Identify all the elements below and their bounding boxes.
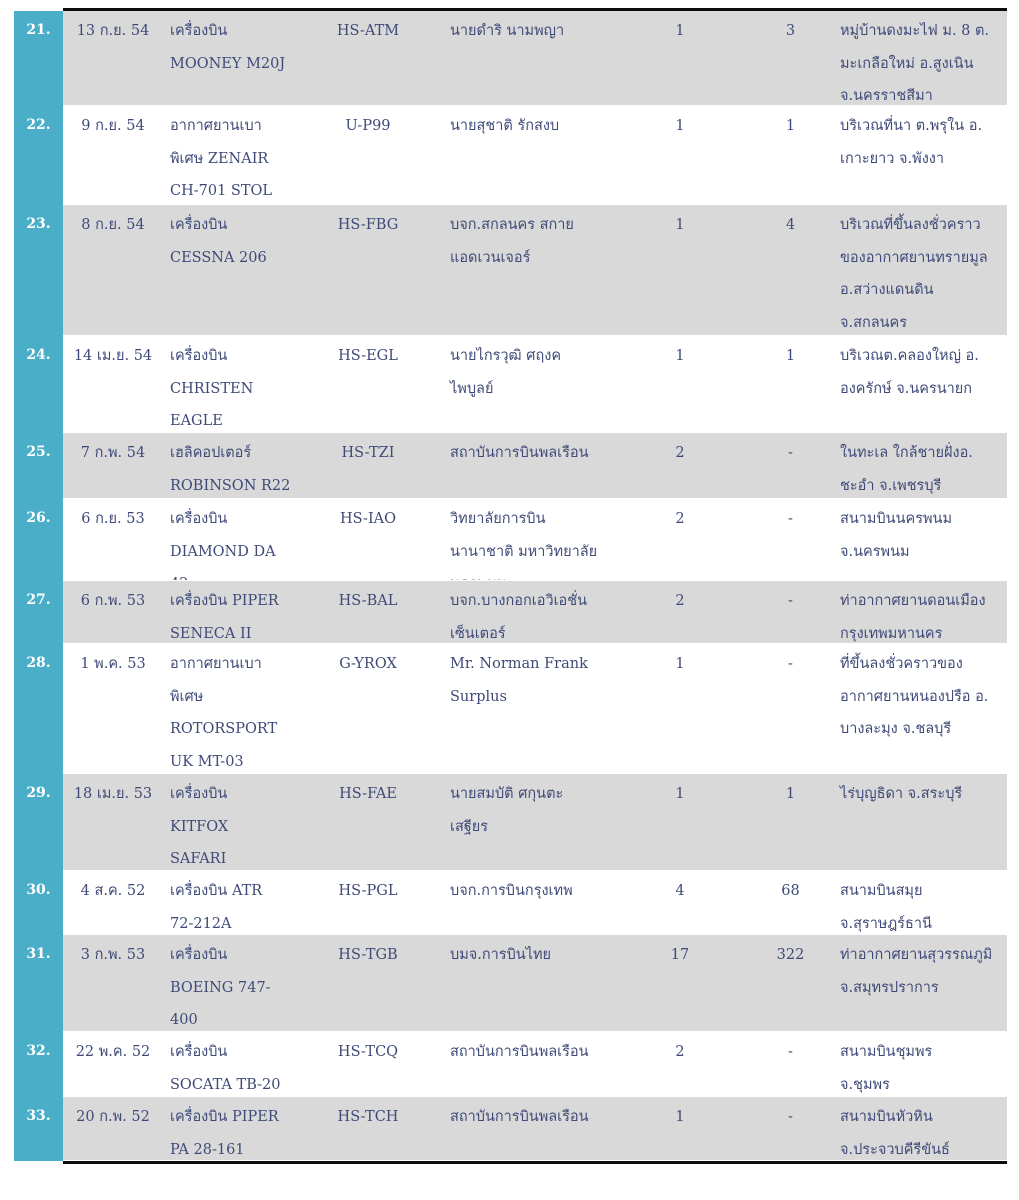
location-cell: ไร่บุญธิดา จ.สระบุรี: [840, 786, 963, 802]
row-cells: [63, 336, 1007, 433]
row-number: 33.: [14, 1097, 63, 1161]
row-cells: [63, 581, 1007, 644]
location-cell: สนามบินหัวหิน จ.ประจวบคีรีขันธ์: [840, 1109, 950, 1158]
location-cell: ท่าอากาศยานสุวรรณภูมิ จ.สมุทรปราการ: [840, 947, 993, 996]
row-number: 30.: [14, 871, 63, 935]
table-row: [14, 205, 1007, 336]
date-cell: 1 พ.ค. 53: [80, 656, 146, 672]
location-cell: สนามบินนครพนม จ.นครพนม: [840, 511, 953, 560]
passenger-count-cell: -: [788, 656, 793, 672]
row-cells: [63, 1097, 1007, 1161]
registration-cell: HS-FAE: [339, 786, 397, 802]
location-cell: ที่ขึ้นลงชั่วคราวของ อากาศยานหนองปรือ อ. บางละมุง จ.ชลบุรี: [840, 656, 989, 737]
row-cells: [63, 11, 1007, 106]
aircraft-type-cell: เครื่องบิน SOCATA TB-20: [170, 1044, 281, 1093]
operator-cell: บจก.สกลนคร สกาย แอดเวนเจอร์: [450, 217, 574, 266]
crew-count-cell: 4: [675, 883, 685, 899]
accident-table: [14, 8, 1007, 1164]
operator-cell: นายไกรวุฒิ ศฤงค ไพบูลย์: [450, 348, 562, 397]
aircraft-type-cell: อากาศยานเบา พิเศษ ROTORSPORT UK MT-03: [170, 656, 278, 770]
registration-cell: HS-TCH: [337, 1109, 399, 1125]
date-cell: 7 ก.พ. 54: [80, 445, 146, 461]
crew-count-cell: 1: [675, 217, 685, 233]
table-row: [14, 581, 1007, 644]
registration-cell: HS-EGL: [338, 348, 398, 364]
operator-cell: สถาบันการบินพลเรือน: [450, 1109, 589, 1125]
date-cell: 18 เม.ย. 53: [73, 786, 153, 802]
aircraft-type-cell: อากาศยานเบา พิเศษ ZENAIR CH-701 STOL: [170, 118, 273, 199]
aircraft-type-cell: เฮลิคอปเตอร์ ROBINSON R22: [170, 445, 291, 494]
row-cells: [63, 1032, 1007, 1097]
location-cell: หมู่บ้านดงมะไฟ ม. 8 ต. มะเกลือใหม่ อ.สูงเนิน จ.นครราชสีมา: [840, 23, 990, 104]
row-cells: [63, 871, 1007, 935]
date-cell: 4 ส.ค. 52: [80, 883, 146, 899]
row-number: 22.: [14, 106, 63, 205]
location-cell: ในทะเล ใกล้ชายฝั่งอ. ชะอำ จ.เพชรบุรี: [840, 445, 973, 494]
passenger-count-cell: 1: [785, 786, 796, 802]
passenger-count-cell: 4: [785, 217, 796, 233]
operator-cell: บจก.การบินกรุงเทพ: [450, 883, 573, 899]
row-cells: [63, 774, 1007, 871]
passenger-count-cell: 1: [785, 118, 796, 134]
row-number: 21.: [14, 11, 63, 106]
crew-count-cell: 2: [675, 1044, 685, 1060]
registration-cell: U-P99: [345, 118, 391, 134]
crew-count-cell: 1: [675, 23, 685, 39]
aircraft-type-cell: เครื่องบิน CHRISTEN EAGLE: [170, 348, 254, 429]
row-cells: [63, 935, 1007, 1032]
aircraft-type-cell: เครื่องบิน DIAMOND DA: [170, 511, 276, 560]
crew-count-cell: 2: [675, 511, 685, 527]
date-cell: 9 ก.ย. 54: [81, 118, 145, 134]
row-number: 31.: [14, 935, 63, 1032]
location-cell: บริเวณที่ขึ้นลงชั่วคราว ของอากาศยานทรายมูล อ.สว่างแดนดิน จ.สกลนคร: [840, 217, 988, 331]
operator-cell: Mr. Norman Frank Surplus: [450, 656, 588, 705]
table-row: [14, 336, 1007, 433]
location-cell: บริเวณที่นา ต.พรุใน อ. เกาะยาว จ.พังงา: [840, 118, 983, 167]
aircraft-type-cell: เครื่องบิน ATR 72-212A: [170, 883, 263, 932]
passenger-count-cell: -: [788, 1109, 793, 1125]
registration-cell: HS-TGB: [338, 947, 398, 963]
row-number: 23.: [14, 205, 63, 336]
table-body: [14, 11, 1007, 1161]
operator-cell: นายสมบัติ ศกุนตะ เสฐียร: [450, 786, 564, 835]
date-cell: 22 พ.ค. 52: [75, 1044, 151, 1060]
row-cells: [63, 106, 1007, 205]
row-number: 25.: [14, 433, 63, 499]
date-cell: 6 ก.พ. 53: [80, 593, 146, 609]
operator-cell: วิทยาลัยการบิน นานาชาติ มหาวิทยาลัย: [450, 511, 598, 560]
location-cell: สนามบินสมุย จ.สุราษฎร์ธานี: [840, 883, 932, 932]
row-number: 27.: [14, 581, 63, 644]
row-cells: [63, 644, 1007, 774]
operator-cell: บมจ.การบินไทย: [450, 947, 552, 963]
table-row: [14, 871, 1007, 935]
passenger-count-cell: 68: [781, 883, 800, 899]
crew-count-cell: 2: [675, 593, 685, 609]
aircraft-type-cell: เครื่องบิน PIPER SENECA II: [170, 593, 279, 642]
date-cell: 14 เม.ย. 54: [73, 348, 153, 364]
crew-count-cell: 1: [675, 656, 685, 672]
crew-count-cell: 1: [675, 1109, 685, 1125]
table-row: [14, 11, 1007, 106]
table-row: [14, 499, 1007, 581]
row-cells: [63, 499, 1007, 581]
registration-cell: HS-ATM: [336, 23, 400, 39]
location-cell: บริเวณต.คลองใหญ่ อ. องครักษ์ จ.นครนายก: [840, 348, 979, 397]
passenger-count-cell: 1: [785, 348, 796, 364]
row-number: 26.: [14, 499, 63, 581]
row-number: 32.: [14, 1032, 63, 1097]
table-row: [14, 1097, 1007, 1161]
row-number: 29.: [14, 774, 63, 871]
row-number: 28.: [14, 644, 63, 774]
passenger-count-cell: -: [788, 445, 793, 461]
location-cell: สนามบินชุมพร จ.ชุมพร: [840, 1044, 933, 1093]
crew-count-cell: 2: [675, 445, 685, 461]
table-row: [14, 433, 1007, 499]
date-cell: 13 ก.ย. 54: [76, 23, 150, 39]
table-row: [14, 1032, 1007, 1097]
row-number: 24.: [14, 336, 63, 433]
date-cell: 20 ก.พ. 52: [76, 1109, 150, 1125]
passenger-count-cell: 322: [776, 947, 805, 963]
operator-cell: นายดำริ นามพญา: [450, 23, 565, 39]
registration-cell: HS-TCQ: [337, 1044, 399, 1060]
aircraft-type-cell: เครื่องบิน BOEING 747- 400: [170, 947, 271, 1028]
passenger-count-cell: -: [788, 593, 793, 609]
row-cells: [63, 433, 1007, 499]
crew-count-cell: 1: [675, 348, 685, 364]
table-row: [14, 644, 1007, 774]
registration-cell: HS-PGL: [338, 883, 398, 899]
registration-cell: HS-FBG: [337, 217, 399, 233]
crew-count-cell: 17: [670, 947, 690, 963]
aircraft-type-cell: เครื่องบิน MOONEY M20J: [170, 23, 286, 72]
passenger-count-cell: -: [788, 511, 793, 527]
passenger-count-cell: -: [788, 1044, 793, 1060]
row-divider: [63, 1160, 1007, 1161]
passenger-count-cell: 3: [785, 23, 796, 39]
crew-count-cell: 1: [675, 118, 685, 134]
aircraft-type-cell: เครื่องบิน PIPER PA 28-161: [170, 1109, 279, 1158]
row-cells: [63, 205, 1007, 336]
operator-cell: สถาบันการบินพลเรือน: [450, 445, 589, 461]
registration-cell: HS-IAO: [339, 511, 397, 527]
date-cell: 3 ก.พ. 53: [80, 947, 146, 963]
table-row: [14, 106, 1007, 205]
table-row: [14, 935, 1007, 1032]
crew-count-cell: 1: [675, 786, 685, 802]
date-cell: 8 ก.ย. 54: [81, 217, 145, 233]
table-row: [14, 774, 1007, 871]
date-cell: 6 ก.ย. 53: [81, 511, 145, 527]
operator-cell: นายสุชาติ รักสงบ: [450, 118, 560, 134]
operator-cell: สถาบันการบินพลเรือน: [450, 1044, 589, 1060]
registration-cell: HS-TZI: [341, 445, 395, 461]
aircraft-type-cell: เครื่องบิน CESSNA 206: [170, 217, 267, 266]
location-cell: ท่าอากาศยานดอนเมือง กรุงเทพมหานคร: [840, 593, 986, 642]
operator-cell: บจก.บางกอกเอวิเอชั่น เซ็นเตอร์: [450, 593, 588, 642]
aircraft-type-cell: เครื่องบิน KITFOX SAFARI: [170, 786, 229, 867]
registration-cell: HS-BAL: [338, 593, 398, 609]
registration-cell: G-YROX: [339, 656, 397, 672]
